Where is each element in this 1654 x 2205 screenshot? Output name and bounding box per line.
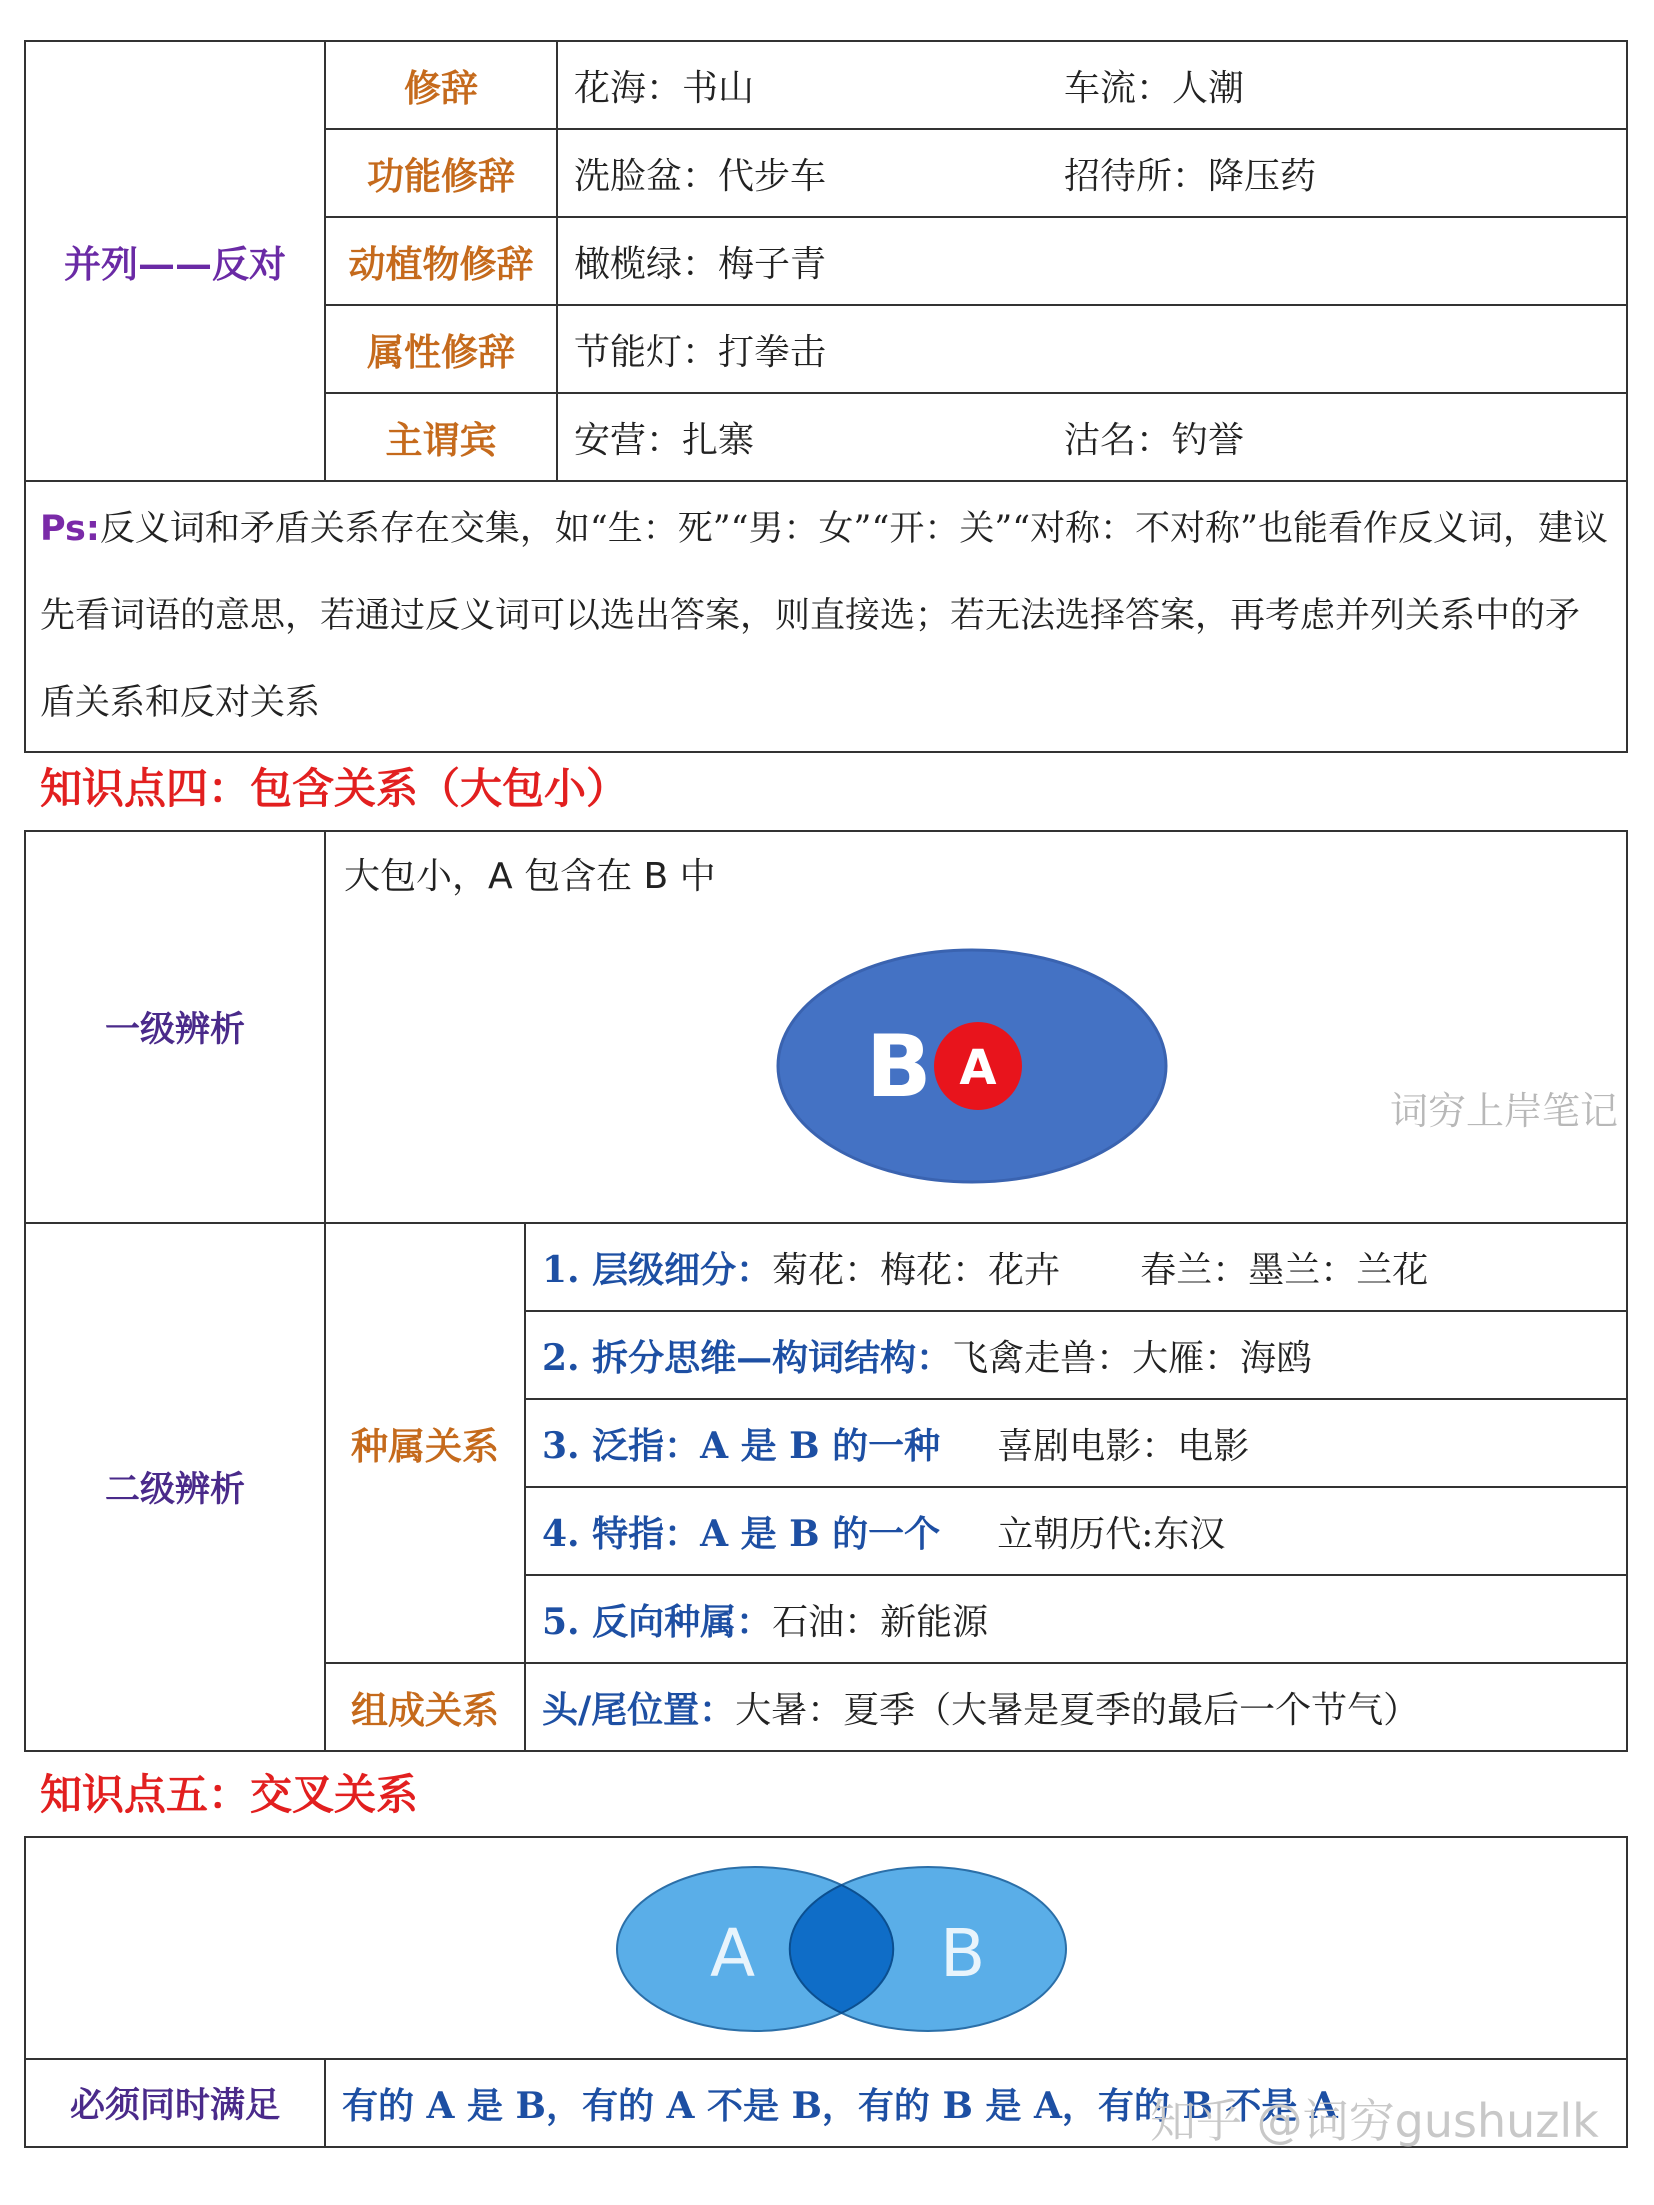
item-bold: 头/尾位置： (542, 1688, 736, 1731)
watermark-side: 词穷上岸笔记 (1390, 1089, 1619, 1133)
group-label: 并列——反对 (25, 41, 325, 481)
watermark-bottom: 知乎 @词穷gushuzlk (1150, 2094, 1599, 2148)
row-label: 属性修辞 (325, 305, 557, 393)
venn-cell (25, 1837, 1627, 2059)
zhongshu-item (525, 1575, 1627, 1663)
circle-a-label: A (710, 1915, 756, 1992)
example-left: 花海：书山 (574, 67, 755, 109)
item-bold: 3. 泛指：A 是 B 的一种 (542, 1424, 941, 1467)
item-bold: 2. 拆分思维—构词结构： (542, 1336, 953, 1379)
item-bold: 1. 层级细分： (542, 1248, 773, 1291)
row-label: 动植物修辞 (325, 217, 557, 305)
level1-text: 大包小，A 包含在 B 中 (344, 856, 716, 897)
ps-note (25, 481, 1627, 752)
row-label: 主谓宾 (325, 393, 557, 481)
ps-label: Ps: (40, 509, 100, 549)
row-label: 功能修辞 (325, 129, 557, 217)
row-content (557, 217, 1627, 305)
level2-label: 二级辨析 (25, 1223, 325, 1751)
circle-b-label: B (940, 1915, 986, 1992)
row-content (557, 129, 1627, 217)
zhongshu-item (525, 1487, 1627, 1575)
item-text: 石油：新能源 (772, 1601, 989, 1643)
zhongshu-item (525, 1311, 1627, 1399)
example-left: 节能灯：打拳击 (574, 331, 827, 373)
item-text: 喜剧电影：电影 (940, 1425, 1250, 1467)
row-label: 修辞 (325, 41, 557, 129)
inclusion-diagram (772, 944, 1192, 1204)
item-bold: 5. 反向种属： (542, 1600, 773, 1643)
item-text: 立朝历代:东汉 (940, 1513, 1226, 1555)
example-right: 车流：人潮 (1064, 67, 1245, 109)
level1-label: 一级辨析 (25, 831, 325, 1223)
zucheng-item (525, 1663, 1627, 1751)
example-left: 洗脸盆：代步车 (574, 155, 827, 197)
row-content (557, 305, 1627, 393)
zucheng-label: 组成关系 (325, 1663, 525, 1751)
requirement-text: 有的 A 是 B，有的 A 不是 B，有的 B 是 A，有的 B 不是 A (325, 2059, 1627, 2147)
item-bold: 4. 特指：A 是 B 的一个 (542, 1512, 941, 1555)
circle-a-label: A (959, 1040, 997, 1096)
example-left: 橄榄绿：梅子青 (574, 243, 827, 285)
level1-content (325, 831, 1627, 1223)
row-content (557, 393, 1627, 481)
table-parallel-opposite (24, 40, 1628, 753)
example-right: 招待所：降压药 (1064, 155, 1317, 197)
requirement-label: 必须同时满足 (25, 2059, 325, 2147)
zhongshu-label: 种属关系 (325, 1223, 525, 1663)
zhongshu-item (525, 1399, 1627, 1487)
ellipse-b-label: B (866, 1017, 932, 1117)
ps-text: 反义词和矛盾关系存在交集，如“生：死”“男：女”“开：关”“对称：不对称”也能看作反义词，建议先看词语的意思，若通过反义词可以选出答案，则直接选；若无法选择答案，再考虑并列关系中的矛盾关系和反对关系 (40, 509, 1609, 723)
row-content (557, 41, 1627, 129)
heading-knowledge-point-5: 知识点五：交叉关系 (40, 1770, 419, 1819)
example-right: 沽名：钓誉 (1064, 419, 1245, 461)
item-text: 大暑：夏季（大暑是夏季的最后一个节气） (735, 1689, 1420, 1731)
heading-knowledge-point-4: 知识点四：包含关系（大包小） (40, 764, 629, 813)
example-left: 安营：扎寨 (574, 419, 755, 461)
venn-diagram (610, 1854, 1080, 2044)
zhongshu-item (525, 1223, 1627, 1311)
table-inclusion (24, 830, 1628, 1752)
item-text: 菊花：梅花：花卉 春兰：墨兰：兰花 (772, 1249, 1429, 1291)
item-text: 飞禽走兽：大雁：海鸥 (952, 1337, 1313, 1379)
